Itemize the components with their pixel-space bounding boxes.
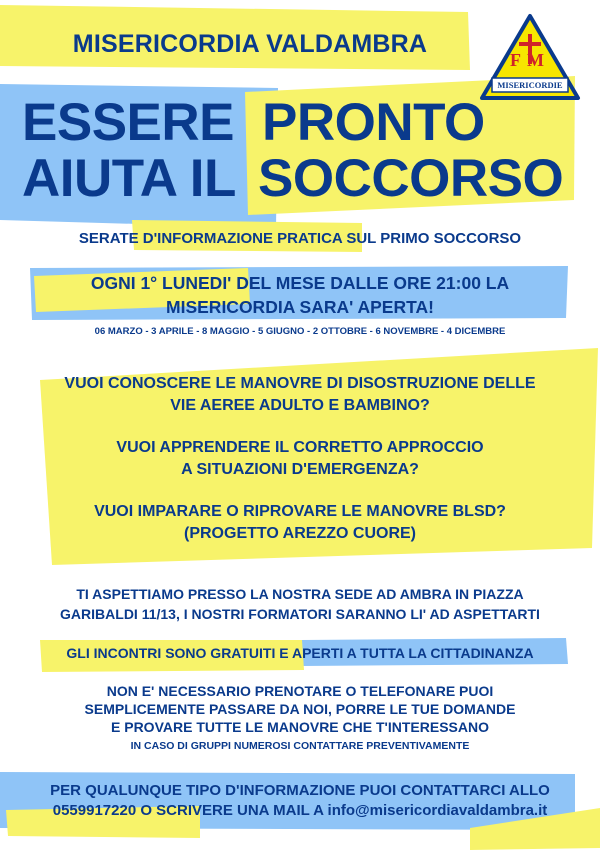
question-2-line2: A SITUAZIONI D'EMERGENZA?: [181, 461, 419, 478]
question-1-line2: VIE AEREE ADULTO E BAMBINO?: [170, 397, 430, 414]
headline-line2-part1: AIUTA IL: [22, 149, 236, 208]
question-2-line1: VUOI APPRENDERE IL CORRETTO APPROCCIO: [116, 439, 484, 456]
location-line1: TI ASPETTIAMO PRESSO LA NOSTRA SEDE AD AMBRA IN PIAZZA: [76, 586, 524, 602]
no-booking-line2: SEMPLICEMENTE PASSARE DA NOI, PORRE LE TUE DOMANDE: [84, 701, 516, 717]
contact-line2: 0559917220 O SCRIVERE UNA MAIL A info@misericordiavaldambra.it: [52, 802, 548, 819]
location-line2: GARIBALDI 11/13, I NOSTRI FORMATORI SARANNO LI' AD ASPETTARTI: [60, 606, 540, 622]
schedule-line2: MISERICORDIA SARA' APERTA!: [166, 297, 434, 317]
headline-line1-part2: PRONTO: [262, 93, 485, 152]
schedule-line1: OGNI 1° LUNEDI' DEL MESE DALLE ORE 21:00 LA: [90, 273, 510, 293]
headline-line2-part2: SOCCORSO: [258, 149, 564, 208]
organization-title: MISERICORDIA VALDAMBRA: [72, 30, 428, 58]
question-1-line1: VUOI CONOSCERE LE MANOVRE DI DISOSTRUZIONE DELLE: [64, 375, 536, 392]
no-booking-line3: E PROVARE TUTTE LE MANOVRE CHE T'INTERESSANO: [111, 719, 489, 735]
logo-label: MISERICORDIE: [497, 80, 563, 90]
contact-line1: PER QUALUNQUE TIPO D'INFORMAZIONE PUOI CONTATTARCI ALLO: [50, 782, 550, 799]
question-3-line1: VUOI IMPARARE O RIPROVARE LE MANOVRE BLSD?: [94, 503, 506, 520]
no-booking-note: IN CASO DI GRUPPI NUMEROSI CONTATTARE PREVENTIVAMENTE: [130, 740, 470, 752]
no-booking-line1: NON E' NECESSARIO PRENOTARE O TELEFONARE PUOI: [106, 683, 494, 699]
free-entry-text: GLI INCONTRI SONO GRATUITI E APERTI A TUTTA LA CITTADINANZA: [66, 645, 534, 661]
headline-line1-part1: ESSERE: [22, 93, 235, 152]
question-3-line2: (PROGETTO AREZZO CUORE): [184, 525, 416, 542]
schedule-dates: 06 MARZO - 3 APRILE - 8 MAGGIO - 5 GIUGNO - 2 OTTOBRE - 6 NOVEMBRE - 4 DICEMBRE: [94, 326, 506, 337]
subtitle: SERATE D'INFORMAZIONE PRATICA SUL PRIMO SOCCORSO: [78, 230, 522, 247]
logo-monogram: FM: [510, 50, 550, 70]
